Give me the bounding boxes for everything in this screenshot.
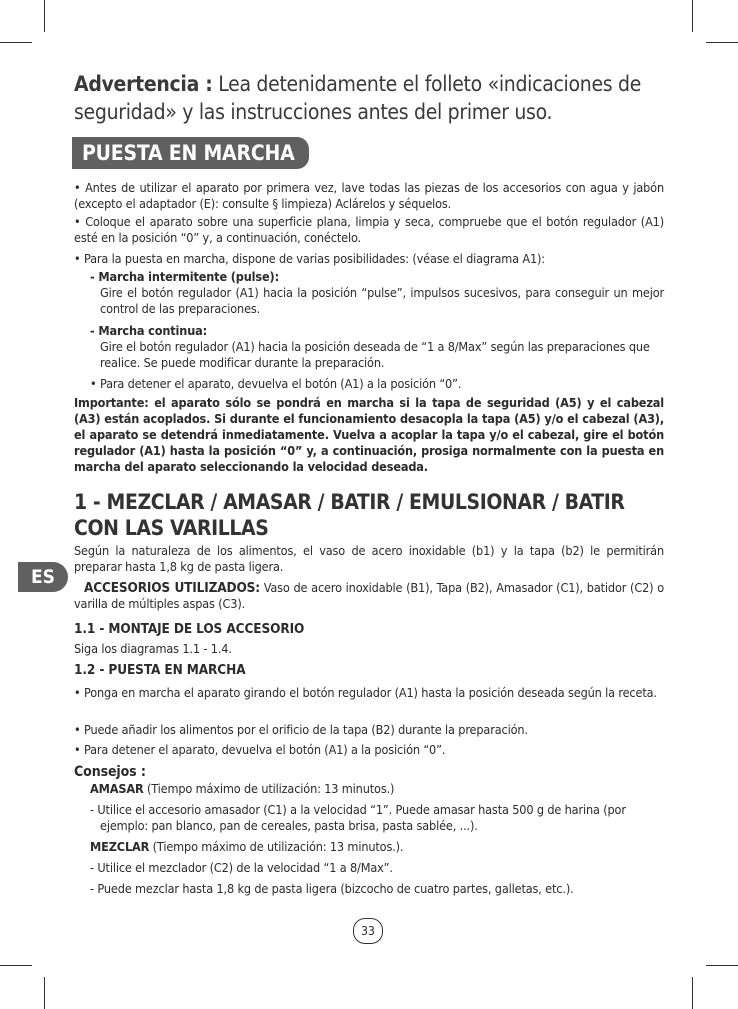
bullet-posibilidades: • Para la puesta en marcha, dispone de varias posibilidades: (véase el diagrama A1): [74,251,545,266]
accessories-paragraph [74,580,664,612]
amasar-time: (Tiempo máximo de utilización: 13 minutos.) [143,781,395,796]
warning-text: Lea detenidamente el folleto «indicaciones de seguridad» y las instrucciones antes del primer uso. [74,72,642,124]
mezclar-text-1: - Utilice el mezclador (C2) de la velocidad “1 a 8/Max”. [90,860,393,875]
pulse-text: Gire el botón regulador (A1) hacia la posición “pulse”, impulsos sucesivos, para conseguir un mejor control de las preparaciones. [100,285,664,316]
bullet-anadir: • Puede añadir los alimentos por el orificio de la tapa (B2) durante la preparación. [74,722,528,737]
bullet-ponga: • Ponga en marcha el aparato girando el botón regulador (A1) hasta la posición deseada según la receta. [74,685,657,700]
crop-mark [692,0,693,32]
crop-mark [0,42,32,43]
pulse-title: - Marcha intermitente (pulse): [90,269,279,284]
accessories-label: ACCESORIOS UTILIZADOS: [84,580,260,596]
section-title-puesta-en-marcha: PUESTA EN MARCHA [72,137,309,169]
mezclar-time: (Tiempo máximo de utilización: 13 minutos.). [149,839,404,854]
bullet-detener: • Para detener el aparato, devuelva el botón (A1) a la posición “0”. [74,742,446,757]
crop-mark [44,977,45,1009]
stop-bullet: • Para detener el aparato, devuelva el botón (A1) a la posición “0”. [90,376,462,391]
mezclar-label: MEZCLAR [90,839,150,854]
crop-mark [706,965,738,966]
amasar-label: AMASAR [90,781,144,796]
bullet-antes: • Antes de utilizar el aparato por primera vez, lave todas las piezas de los accesorios con agua y jabón (excepto el adaptador (E): consulte § limpieza) Aclárelos y séquelos. [74,180,664,211]
crop-mark [706,42,738,43]
accessories-text: Vaso de acero inoxidable (B1), Tapa (B2), Amasador (C1), batidor (C2) o varilla de múltiples aspas (C3). [74,580,664,611]
tips-title: Consejos : [74,764,146,780]
mezclar-line [90,839,664,855]
subsection-title-montaje: 1.1 - MONTAJE DE LOS ACCESORIO [74,621,305,637]
subsection-text-montaje: Siga los diagramas 1.1 - 1.4. [74,641,232,656]
amasar-text: - Utilice el accesorio amasador (C1) a la velocidad “1”. Puede amasar hasta 500 g de harina (por ejemplo: pan blanco, pan de cereales, pasta brisa, pasta sablée, ...). [90,802,626,833]
crop-mark [692,977,693,1009]
crop-mark [44,0,45,32]
bullet-coloque: • Coloque el aparato sobre una superficie plana, limpia y seca, compruebe que el botón regulador (A1) esté en la posición “0” y, a continuación, conéctelo. [74,214,664,245]
mezclar-text-2: - Puede mezclar hasta 1,8 kg de pasta ligera (bizcocho de cuatro partes, galletas, etc.). [90,881,574,896]
warning-label: Advertencia : [74,72,213,96]
subsection-title-puesta: 1.2 - PUESTA EN MARCHA [74,662,246,678]
crop-mark [0,965,32,966]
continuous-title: - Marcha continua: [90,323,208,338]
continuous-text: Gire el botón regulador (A1) hacia la posición deseada de “1 a 8/Max” según las preparaciones que realice. Se puede modificar durante la preparación. [100,339,650,370]
page-number: 33 [353,918,383,944]
language-tab: ES [18,562,68,592]
important-note: Importante: el aparato sólo se pondrá en marcha si la tapa de seguridad (A5) y el cabezal (A3) están acoplados. Si durante el funcionamiento desacopla la tapa (A5) y/o el cabezal (A3), el aparato se detendrá inmediatamente. Vuelva a acoplar la tapa y/o el cabezal, gire el botón regulador (A1) hasta la posición “0” y, a continuación, prosiga normalmente con la puesta en marcha del aparato seleccionando la velocidad deseada. [74,395,664,474]
warning-paragraph [74,70,674,126]
section-heading-mezclar: 1 - MEZCLAR / AMASAR / BATIR / EMULSIONAR / BATIR CON LAS VARILLAS [74,490,625,540]
amasar-line [90,781,664,797]
intro-paragraph: Según la naturaleza de los alimentos, el vaso de acero inoxidable (b1) y la tapa (b2) le permitirán preparar hasta 1,8 kg de pasta ligera. [74,543,664,574]
